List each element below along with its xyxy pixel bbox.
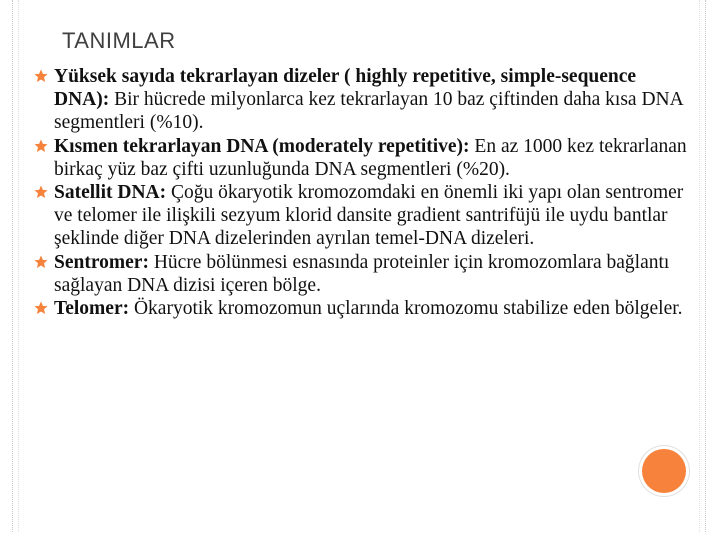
bullet-list xyxy=(34,65,694,320)
star-bullet-icon xyxy=(34,301,48,315)
bullet-item xyxy=(34,181,694,251)
bullet-item xyxy=(34,297,694,320)
bullet-text: Bir hücrede milyonlarca kez tekrarlayan 10 baz çiftinden daha kısa DNA segmentleri (%10). xyxy=(54,89,683,134)
bullet-text: Ökaryotik kromozomun uçlarında kromozomu stabilize eden bölgeler. xyxy=(129,298,683,320)
decorative-circle xyxy=(642,449,686,493)
bullet-term: Yüksek sayıda tekrarlayan dizeler ( highly repetitive, simple-sequence DNA): xyxy=(54,66,637,111)
bullet-item xyxy=(34,135,694,181)
star-bullet-icon xyxy=(34,255,48,269)
slide-title: TANIMLAR xyxy=(62,28,176,53)
bullet-text: Hücre bölünmesi esnasında proteinler için kromozomlara bağlantı sağlayan DNA dizisi içeren bölge. xyxy=(54,251,670,296)
star-bullet-icon xyxy=(34,139,48,153)
bullet-term: Kısmen tekrarlayan DNA (moderately repetitive): xyxy=(54,135,470,157)
bullet-term: Satellit DNA: xyxy=(54,182,167,204)
star-bullet-icon xyxy=(34,185,48,199)
bullet-item xyxy=(34,65,694,135)
bullet-item xyxy=(34,251,694,297)
bullet-text: Çoğu ökaryotik kromozomdaki en önemli iki yapı olan sentromer ve telomer ile ilişkili sezyum klorid dansite gradient santrifüjü ile uydu bantlar şeklinde diğer DNA dizelerinden ayrılan temel-DNA dizeleri. xyxy=(54,182,684,250)
bullet-text: En az 1000 kez tekrarlanan birkaç yüz baz çifti uzunluğunda DNA segmentleri (%20). xyxy=(54,135,687,180)
bullet-term: Sentromer: xyxy=(54,251,149,273)
bullet-term: Telomer: xyxy=(54,298,130,320)
star-bullet-icon xyxy=(34,69,48,83)
